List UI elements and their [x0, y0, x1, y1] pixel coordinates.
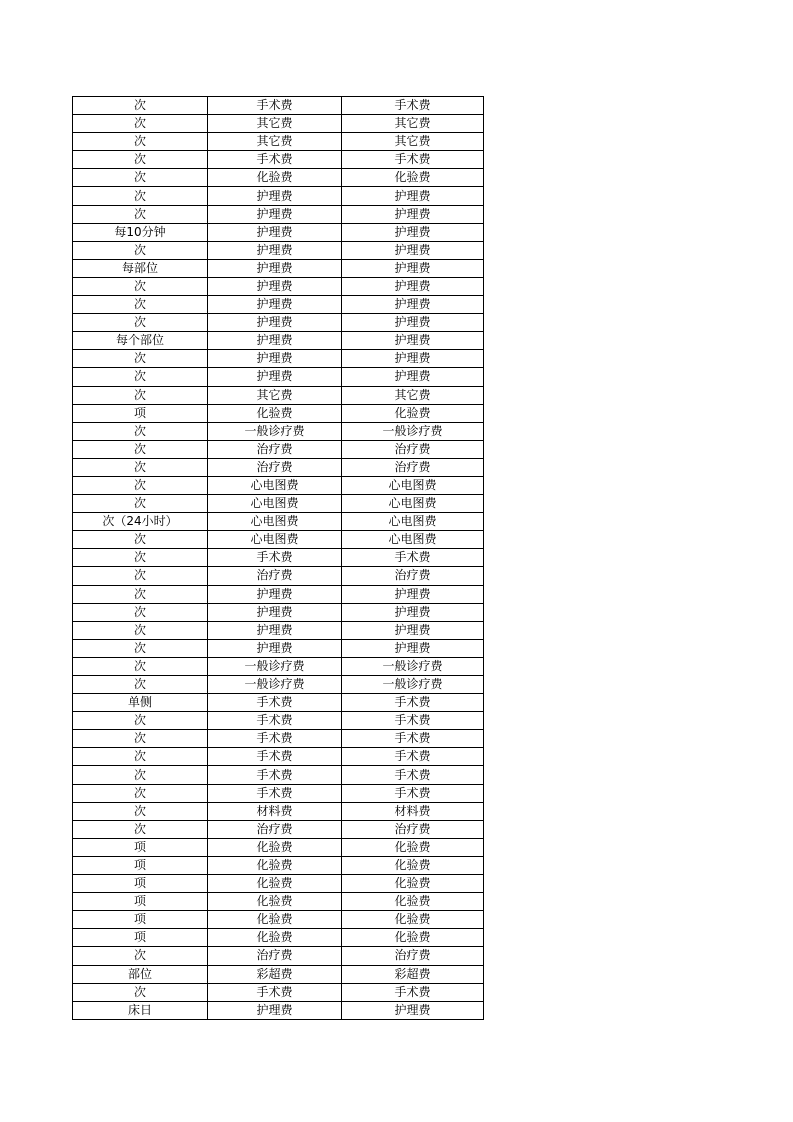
table-row	[73, 856, 484, 874]
fee-type-cell: 护理费	[342, 205, 484, 223]
fee-type-cell: 护理费	[342, 223, 484, 241]
fee-category-cell: 其它费	[208, 115, 342, 133]
fee-category-cell: 其它费	[208, 133, 342, 151]
unit-cell: 次	[73, 133, 208, 151]
table-row	[73, 549, 484, 567]
fee-type-cell: 化验费	[342, 169, 484, 187]
fee-type-cell: 一般诊疗费	[342, 676, 484, 694]
fee-type-cell: 心电图费	[342, 476, 484, 494]
unit-cell: 次	[73, 458, 208, 476]
table-row	[73, 115, 484, 133]
table-row	[73, 440, 484, 458]
fee-type-cell: 心电图费	[342, 531, 484, 549]
fee-category-cell: 化验费	[208, 929, 342, 947]
fee-category-cell: 护理费	[208, 241, 342, 259]
fee-type-cell: 治疗费	[342, 947, 484, 965]
fee-category-cell: 手术费	[208, 730, 342, 748]
fee-type-cell: 护理费	[342, 314, 484, 332]
table-row	[73, 458, 484, 476]
fee-category-cell: 护理费	[208, 332, 342, 350]
fee-type-cell: 化验费	[342, 875, 484, 893]
fee-type-cell: 手术费	[342, 97, 484, 115]
fee-type-cell: 一般诊疗费	[342, 422, 484, 440]
fee-table	[72, 96, 484, 1020]
fee-category-cell: 护理费	[208, 314, 342, 332]
fee-category-cell: 化验费	[208, 911, 342, 929]
fee-type-cell: 其它费	[342, 386, 484, 404]
unit-cell: 次	[73, 657, 208, 675]
unit-cell: 次	[73, 422, 208, 440]
unit-cell: 次	[73, 676, 208, 694]
fee-category-cell: 手术费	[208, 748, 342, 766]
fee-type-cell: 化验费	[342, 404, 484, 422]
table-row	[73, 259, 484, 277]
fee-category-cell: 护理费	[208, 621, 342, 639]
unit-cell: 项	[73, 404, 208, 422]
fee-type-cell: 材料费	[342, 802, 484, 820]
fee-type-cell: 治疗费	[342, 820, 484, 838]
fee-type-cell: 护理费	[342, 639, 484, 657]
unit-cell: 次	[73, 567, 208, 585]
fee-category-cell: 化验费	[208, 838, 342, 856]
fee-category-cell: 心电图费	[208, 495, 342, 513]
unit-cell: 次	[73, 802, 208, 820]
table-row	[73, 133, 484, 151]
fee-type-cell: 手术费	[342, 151, 484, 169]
fee-category-cell: 护理费	[208, 277, 342, 295]
table-row	[73, 965, 484, 983]
unit-cell: 次	[73, 296, 208, 314]
table-row	[73, 567, 484, 585]
table-row	[73, 97, 484, 115]
fee-category-cell: 化验费	[208, 856, 342, 874]
fee-type-cell: 护理费	[342, 241, 484, 259]
unit-cell: 次	[73, 820, 208, 838]
fee-category-cell: 护理费	[208, 223, 342, 241]
unit-cell: 项	[73, 893, 208, 911]
unit-cell: 次	[73, 386, 208, 404]
fee-category-cell: 护理费	[208, 187, 342, 205]
unit-cell: 次	[73, 639, 208, 657]
unit-cell: 项	[73, 875, 208, 893]
unit-cell: 次	[73, 115, 208, 133]
fee-category-cell: 手术费	[208, 784, 342, 802]
fee-type-cell: 治疗费	[342, 567, 484, 585]
table-row	[73, 893, 484, 911]
table-row	[73, 947, 484, 965]
table-row	[73, 983, 484, 1001]
unit-cell: 次	[73, 585, 208, 603]
fee-category-cell: 一般诊疗费	[208, 676, 342, 694]
fee-category-cell: 材料费	[208, 802, 342, 820]
unit-cell: 次	[73, 730, 208, 748]
table-row	[73, 422, 484, 440]
unit-cell: 次	[73, 205, 208, 223]
fee-type-cell: 手术费	[342, 784, 484, 802]
fee-type-cell: 护理费	[342, 187, 484, 205]
fee-type-cell: 护理费	[342, 259, 484, 277]
fee-category-cell: 心电图费	[208, 513, 342, 531]
table-row	[73, 277, 484, 295]
fee-type-cell: 护理费	[342, 277, 484, 295]
unit-cell: 次	[73, 495, 208, 513]
fee-category-cell: 护理费	[208, 350, 342, 368]
fee-category-cell: 护理费	[208, 205, 342, 223]
table-row	[73, 350, 484, 368]
fee-type-cell: 手术费	[342, 766, 484, 784]
fee-category-cell: 治疗费	[208, 820, 342, 838]
unit-cell: 次	[73, 241, 208, 259]
fee-category-cell: 手术费	[208, 983, 342, 1001]
fee-type-cell: 化验费	[342, 929, 484, 947]
unit-cell: 次	[73, 712, 208, 730]
fee-category-cell: 护理费	[208, 1001, 342, 1019]
fee-type-cell: 手术费	[342, 983, 484, 1001]
table-row	[73, 784, 484, 802]
unit-cell: 项	[73, 929, 208, 947]
table-row	[73, 187, 484, 205]
table-row	[73, 820, 484, 838]
unit-cell: 每10分钟	[73, 223, 208, 241]
unit-cell: 部位	[73, 965, 208, 983]
fee-type-cell: 彩超费	[342, 965, 484, 983]
table-row	[73, 621, 484, 639]
fee-type-cell: 化验费	[342, 838, 484, 856]
table-row	[73, 404, 484, 422]
fee-category-cell: 手术费	[208, 766, 342, 784]
fee-type-cell: 手术费	[342, 549, 484, 567]
table-row	[73, 802, 484, 820]
table-row	[73, 151, 484, 169]
fee-type-cell: 一般诊疗费	[342, 657, 484, 675]
fee-type-cell: 护理费	[342, 1001, 484, 1019]
fee-category-cell: 一般诊疗费	[208, 657, 342, 675]
table-row	[73, 585, 484, 603]
fee-type-cell: 心电图费	[342, 495, 484, 513]
fee-category-cell: 护理费	[208, 639, 342, 657]
fee-category-cell: 心电图费	[208, 531, 342, 549]
unit-cell: 次	[73, 621, 208, 639]
fee-category-cell: 护理费	[208, 259, 342, 277]
table-row	[73, 513, 484, 531]
unit-cell: 次	[73, 549, 208, 567]
unit-cell: 次	[73, 440, 208, 458]
fee-type-cell: 手术费	[342, 694, 484, 712]
unit-cell: 次	[73, 603, 208, 621]
unit-cell: 次	[73, 151, 208, 169]
table-row	[73, 639, 484, 657]
unit-cell: 次	[73, 314, 208, 332]
unit-cell: 次	[73, 368, 208, 386]
fee-category-cell: 化验费	[208, 875, 342, 893]
table-row	[73, 748, 484, 766]
fee-category-cell: 手术费	[208, 97, 342, 115]
fee-category-cell: 一般诊疗费	[208, 422, 342, 440]
table-row	[73, 314, 484, 332]
unit-cell: 次	[73, 97, 208, 115]
fee-category-cell: 心电图费	[208, 476, 342, 494]
fee-type-cell: 化验费	[342, 856, 484, 874]
unit-cell: 项	[73, 856, 208, 874]
fee-category-cell: 手术费	[208, 694, 342, 712]
fee-category-cell: 护理费	[208, 603, 342, 621]
fee-table-body	[73, 97, 484, 1020]
fee-type-cell: 治疗费	[342, 458, 484, 476]
unit-cell: 次	[73, 350, 208, 368]
fee-type-cell: 其它费	[342, 133, 484, 151]
table-row	[73, 766, 484, 784]
table-row	[73, 169, 484, 187]
table-row	[73, 657, 484, 675]
table-row	[73, 223, 484, 241]
fee-type-cell: 手术费	[342, 712, 484, 730]
fee-category-cell: 治疗费	[208, 567, 342, 585]
fee-table-sheet	[72, 96, 484, 1020]
fee-type-cell: 手术费	[342, 730, 484, 748]
unit-cell: 项	[73, 838, 208, 856]
fee-category-cell: 治疗费	[208, 947, 342, 965]
fee-type-cell: 护理费	[342, 350, 484, 368]
unit-cell: 单侧	[73, 694, 208, 712]
table-row	[73, 676, 484, 694]
fee-category-cell: 化验费	[208, 893, 342, 911]
unit-cell: 次	[73, 947, 208, 965]
fee-type-cell: 化验费	[342, 893, 484, 911]
fee-category-cell: 手术费	[208, 151, 342, 169]
table-row	[73, 296, 484, 314]
unit-cell: 次	[73, 531, 208, 549]
unit-cell: 每个部位	[73, 332, 208, 350]
unit-cell: 次	[73, 748, 208, 766]
table-row	[73, 531, 484, 549]
unit-cell: 次	[73, 983, 208, 1001]
table-row	[73, 603, 484, 621]
fee-type-cell: 手术费	[342, 748, 484, 766]
fee-type-cell: 治疗费	[342, 440, 484, 458]
table-row	[73, 694, 484, 712]
fee-category-cell: 其它费	[208, 386, 342, 404]
table-row	[73, 1001, 484, 1019]
unit-cell: 次	[73, 766, 208, 784]
table-row	[73, 368, 484, 386]
table-row	[73, 205, 484, 223]
table-row	[73, 838, 484, 856]
table-row	[73, 730, 484, 748]
fee-category-cell: 护理费	[208, 368, 342, 386]
fee-type-cell: 护理费	[342, 332, 484, 350]
fee-type-cell: 护理费	[342, 368, 484, 386]
table-row	[73, 476, 484, 494]
unit-cell: 每部位	[73, 259, 208, 277]
table-row	[73, 929, 484, 947]
fee-category-cell: 治疗费	[208, 458, 342, 476]
table-row	[73, 875, 484, 893]
fee-type-cell: 其它费	[342, 115, 484, 133]
fee-type-cell: 护理费	[342, 296, 484, 314]
fee-type-cell: 护理费	[342, 585, 484, 603]
fee-category-cell: 治疗费	[208, 440, 342, 458]
fee-category-cell: 手术费	[208, 712, 342, 730]
fee-type-cell: 护理费	[342, 603, 484, 621]
fee-type-cell: 护理费	[342, 621, 484, 639]
unit-cell: 次（24小时）	[73, 513, 208, 531]
unit-cell: 次	[73, 169, 208, 187]
table-row	[73, 241, 484, 259]
table-row	[73, 495, 484, 513]
unit-cell: 项	[73, 911, 208, 929]
unit-cell: 次	[73, 476, 208, 494]
unit-cell: 次	[73, 277, 208, 295]
unit-cell: 次	[73, 784, 208, 802]
fee-type-cell: 心电图费	[342, 513, 484, 531]
table-row	[73, 712, 484, 730]
unit-cell: 次	[73, 187, 208, 205]
table-row	[73, 332, 484, 350]
unit-cell: 床日	[73, 1001, 208, 1019]
fee-category-cell: 护理费	[208, 585, 342, 603]
fee-category-cell: 化验费	[208, 404, 342, 422]
fee-category-cell: 化验费	[208, 169, 342, 187]
fee-category-cell: 护理费	[208, 296, 342, 314]
fee-type-cell: 化验费	[342, 911, 484, 929]
table-row	[73, 386, 484, 404]
table-row	[73, 911, 484, 929]
fee-category-cell: 手术费	[208, 549, 342, 567]
fee-category-cell: 彩超费	[208, 965, 342, 983]
